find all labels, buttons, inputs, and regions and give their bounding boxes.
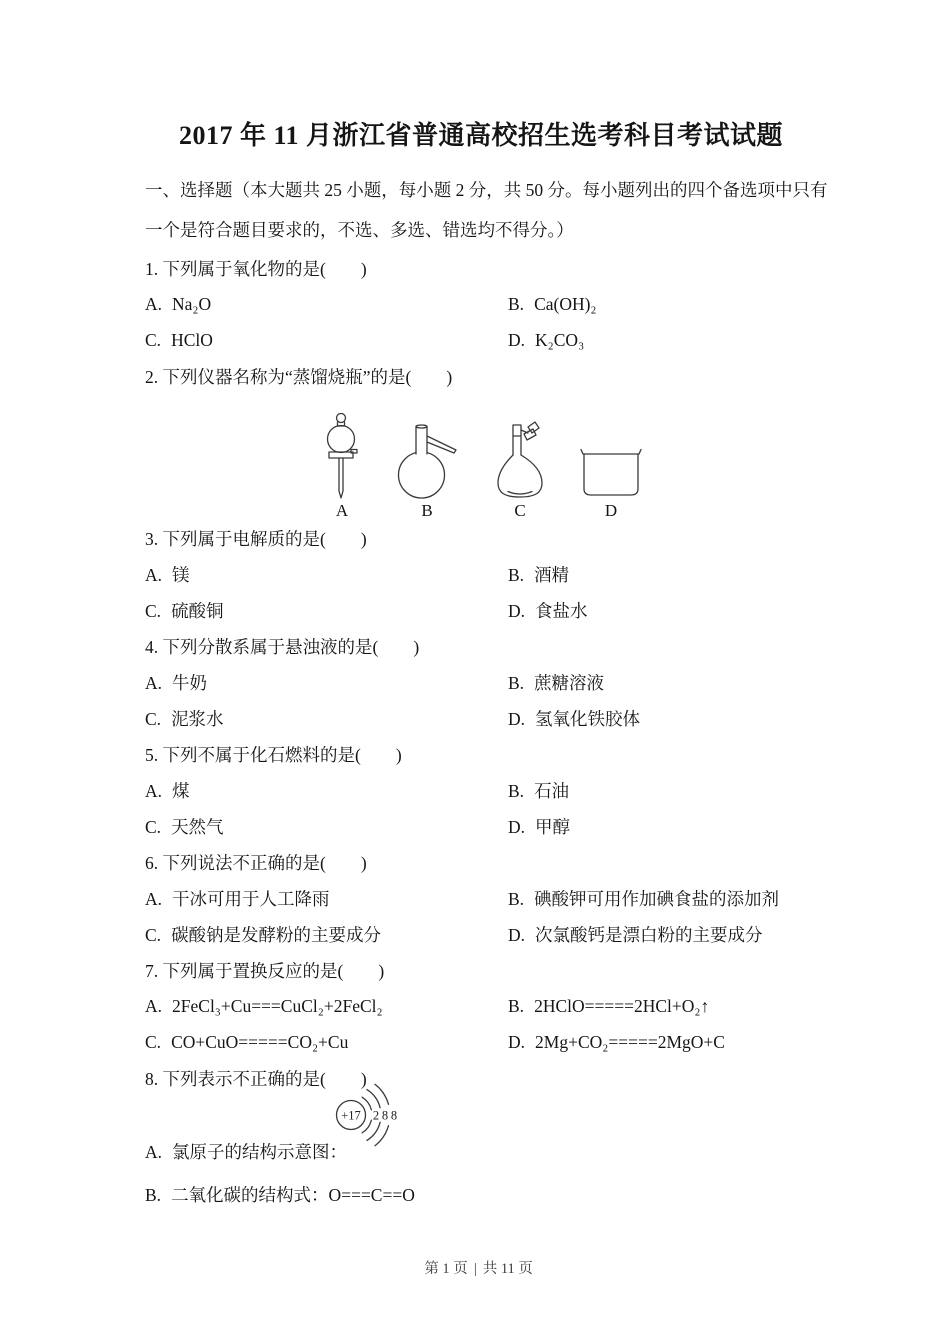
- question-1-stem: 1. 下列属于氧化物的是( ): [145, 258, 367, 279]
- page-title: 2017 年 11 月浙江省普通高校招生选考科目考试试题: [178, 121, 784, 150]
- volumetric-flask-icon: [490, 421, 550, 499]
- option-b: [508, 996, 817, 1017]
- option-label: A.: [145, 672, 163, 693]
- question-2-stem: 2. 下列仪器名称为“蒸馏烧瓶”的是( ): [145, 366, 453, 387]
- option-label: A.: [145, 1142, 163, 1162]
- option-text: 石油: [534, 780, 570, 801]
- option-d: [508, 706, 817, 731]
- apparatus-c: [490, 421, 550, 520]
- option-text: 碳酸钠是发酵粉的主要成分: [171, 924, 382, 945]
- question-7-options-row-2: [145, 1024, 817, 1060]
- option-text: 蔗糖溶液: [534, 672, 605, 693]
- option-text: 2HClO=====2HCl+O₂↑: [534, 995, 710, 1016]
- option-text: 干冰可用于人工降雨: [172, 888, 330, 909]
- option-text: 硫酸铜: [171, 600, 224, 621]
- question-6-options-row-2: [145, 916, 817, 952]
- option-d: [508, 1032, 817, 1053]
- option-label: C.: [145, 1031, 162, 1052]
- option-text: 甲醇: [535, 816, 571, 837]
- option-label: D.: [508, 329, 526, 350]
- footer-total-pages: 共 11 页: [482, 1261, 533, 1277]
- option-text: 碘酸钾可用作加碘食盐的添加剂: [534, 888, 780, 909]
- option-b: [508, 778, 817, 803]
- option-label: D.: [508, 600, 526, 621]
- option-a: [145, 886, 508, 911]
- option-a: [145, 294, 508, 315]
- page-footer: [0, 1240, 950, 1278]
- option-label: B.: [508, 995, 525, 1016]
- question-8-option-a-block: [145, 1096, 817, 1176]
- apparatus-label-c: C: [514, 501, 526, 520]
- option-label: A.: [145, 564, 163, 585]
- beaker-icon: [580, 447, 642, 499]
- option-d: [508, 330, 817, 351]
- option-text: 食盐水: [535, 600, 588, 621]
- option-label: A.: [145, 995, 163, 1016]
- option-label: B.: [508, 672, 525, 693]
- question-8-option-b-row: [145, 1176, 817, 1212]
- apparatus-figure: [145, 394, 817, 520]
- option-label: A.: [145, 888, 163, 909]
- option-text: 牛奶: [172, 672, 208, 693]
- exam-page: [145, 0, 828, 1212]
- question-1-options-row-1: [145, 286, 817, 322]
- option-a: [145, 1139, 347, 1164]
- option-text: 二氧化碳的结构式：O===C==O: [171, 1184, 415, 1205]
- option-label: A.: [145, 780, 163, 801]
- atom-nucleus-label: +17: [341, 1108, 361, 1123]
- option-c: [145, 814, 508, 839]
- option-text: 酒精: [534, 564, 570, 585]
- option-text: 次氯酸钙是漂白粉的主要成分: [535, 924, 763, 945]
- question-3-stem: 3. 下列属于电解质的是( ): [145, 528, 367, 549]
- option-label: B.: [508, 780, 525, 801]
- option-text: Ca(OH)₂: [534, 293, 597, 314]
- intro-line-1: 一、选择题（本大题共 25 小题，每小题 2 分，共 50 分。每小题列出的四个备选项中只有: [145, 180, 828, 200]
- option-d: [508, 814, 817, 839]
- shell-electron-count: 8: [390, 1108, 398, 1123]
- option-a: [145, 996, 508, 1017]
- question-6-options-row-1: [145, 880, 817, 916]
- option-label: B.: [508, 888, 525, 909]
- question-4-options-row-2: [145, 700, 817, 736]
- option-label: B.: [508, 564, 525, 585]
- question-4-stem: 4. 下列分散系属于悬浊液的是( ): [145, 636, 420, 657]
- apparatus-label-d: D: [604, 501, 618, 520]
- option-label: C.: [145, 329, 162, 350]
- chlorine-atom-structure-diagram: [333, 1082, 433, 1148]
- option-label: D.: [508, 924, 526, 945]
- footer-page-number: 第 1 页: [424, 1261, 468, 1277]
- option-text: 氢氧化铁胶体: [535, 708, 641, 729]
- question-5-options-row-2: [145, 808, 817, 844]
- question-3-options-row-2: [145, 592, 817, 628]
- distillation-flask-icon: [394, 424, 460, 499]
- option-b: [508, 670, 817, 695]
- separating-funnel-icon: [320, 413, 364, 499]
- intro-line-2: 一个是符合题目要求的，不选、多选、错选均不得分。）: [145, 220, 574, 240]
- option-label: D.: [508, 816, 526, 837]
- option-text: K₂CO₃: [535, 329, 585, 350]
- option-label: A.: [145, 293, 163, 314]
- apparatus-a: [320, 413, 364, 520]
- apparatus-label-a: A: [335, 501, 349, 520]
- option-text: 2Mg+CO₂=====2MgO+C: [535, 1031, 725, 1052]
- option-text: CO+CuO=====CO₂+Cu: [171, 1031, 349, 1052]
- question-7-stem: 7. 下列属于置换反应的是( ): [145, 960, 385, 981]
- option-label: C.: [145, 708, 162, 729]
- option-c: [145, 706, 508, 731]
- option-text: 天然气: [171, 816, 224, 837]
- option-d: [508, 922, 817, 947]
- option-b: [508, 562, 817, 587]
- apparatus-b: [394, 424, 460, 520]
- option-b: [145, 1182, 508, 1207]
- section-intro: [145, 170, 828, 250]
- question-3-options-row-1: [145, 556, 817, 592]
- question-1-options-row-2: [145, 322, 817, 358]
- option-c: [145, 598, 508, 623]
- option-label: B.: [508, 293, 525, 314]
- option-a: [145, 778, 508, 803]
- option-b: [508, 886, 817, 911]
- option-label: C.: [145, 600, 162, 621]
- question-4-options-row-1: [145, 664, 817, 700]
- option-label: D.: [508, 1031, 526, 1052]
- option-label: C.: [145, 816, 162, 837]
- option-d: [508, 598, 817, 623]
- option-text: Na₂O: [172, 293, 212, 314]
- shell-electron-count: 8: [381, 1108, 389, 1123]
- option-c: [145, 922, 508, 947]
- option-c: [145, 1032, 508, 1053]
- apparatus-d: [580, 447, 642, 520]
- option-text: 镁: [172, 564, 190, 585]
- option-label: B.: [145, 1184, 162, 1205]
- question-7-options-row-1: [145, 988, 817, 1024]
- footer-separator: |: [473, 1261, 477, 1277]
- option-label: D.: [508, 708, 526, 729]
- option-text: HClO: [171, 329, 213, 350]
- shell-electron-count: 2: [372, 1108, 380, 1123]
- option-text: 泥浆水: [171, 708, 224, 729]
- apparatus-label-b: B: [421, 501, 433, 520]
- option-label: C.: [145, 924, 162, 945]
- question-5-options-row-1: [145, 772, 817, 808]
- option-b: [508, 294, 817, 315]
- option-text: 氯原子的结构示意图：: [172, 1142, 348, 1162]
- option-a: [145, 562, 508, 587]
- option-a: [145, 670, 508, 695]
- question-6-stem: 6. 下列说法不正确的是( ): [145, 852, 367, 873]
- option-text: 2FeCl₃+Cu===CuCl₂+2FeCl₂: [172, 995, 383, 1016]
- option-text: 煤: [172, 780, 190, 801]
- option-c: [145, 330, 508, 351]
- question-5-stem: 5. 下列不属于化石燃料的是( ): [145, 744, 402, 765]
- question-8-stem: 8. 下列表示不正确的是( ): [145, 1068, 367, 1089]
